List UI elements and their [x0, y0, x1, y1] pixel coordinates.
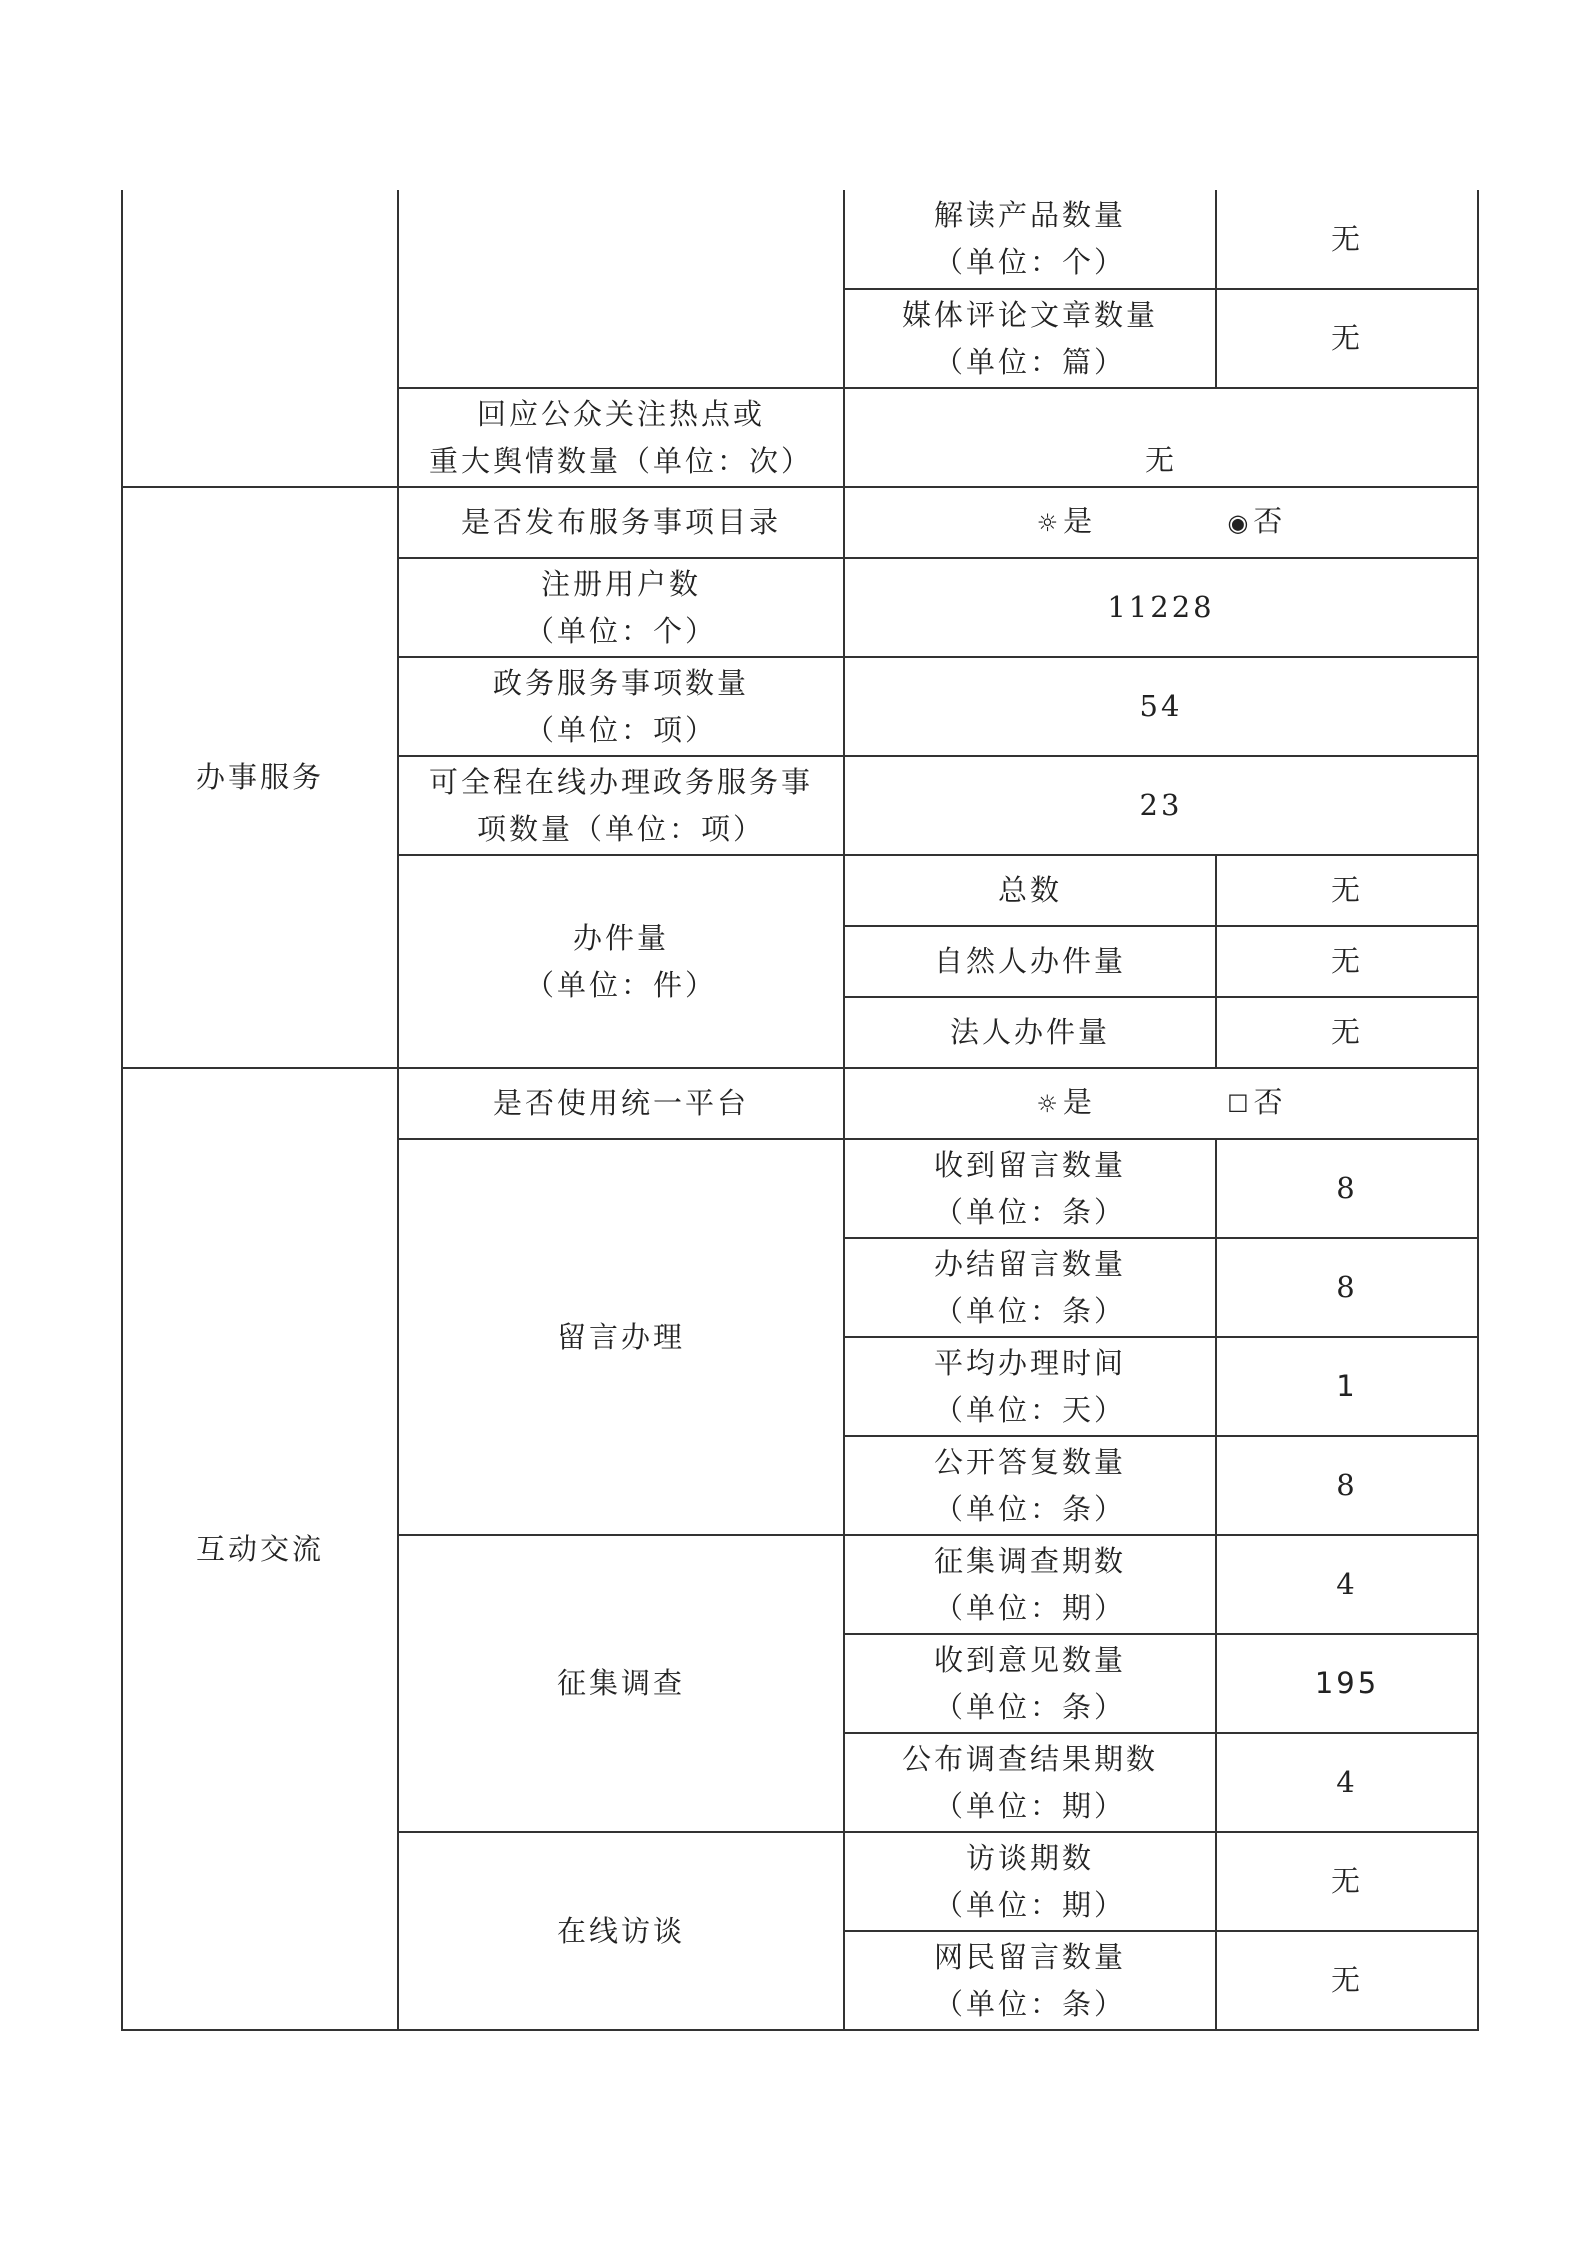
media-articles-label: 媒体评论文章数量 （单位：篇）: [844, 289, 1216, 388]
cases-label: 办件量 （单位：件）: [398, 855, 844, 1068]
platform-label: 是否使用统一平台: [398, 1068, 844, 1139]
service-section-label: 办事服务: [122, 487, 398, 1068]
survey-periods-label: 征集调查期数 （单位：期）: [844, 1535, 1216, 1634]
interview-periods-label: 访谈期数 （单位：期）: [844, 1832, 1216, 1931]
sun-icon: ☼: [1036, 1090, 1061, 1118]
cases-natural-value: 无: [1216, 926, 1478, 997]
interview-comments-value: 无: [1216, 1931, 1478, 2030]
checkbox-icon: ☐: [1227, 1090, 1252, 1118]
sun-icon: ☼: [1036, 509, 1062, 537]
interpret-products-value: 无: [1216, 190, 1478, 289]
online-items-value: 23: [844, 756, 1478, 855]
continued-section-cell: [122, 190, 398, 487]
messages-received-label: 收到留言数量 （单位：条）: [844, 1139, 1216, 1238]
platform-options: [844, 1068, 1478, 1139]
continued-subsection-cell: [398, 190, 844, 388]
messages-avgtime-label: 平均办理时间 （单位：天）: [844, 1337, 1216, 1436]
media-articles-value: 无: [1216, 289, 1478, 388]
messages-received-value: 8: [1216, 1139, 1478, 1238]
cases-natural-label: 自然人办件量: [844, 926, 1216, 997]
registered-users-value: 11228: [844, 558, 1478, 657]
cases-total-value: 无: [1216, 855, 1478, 926]
messages-resolved-label: 办结留言数量 （单位：条）: [844, 1238, 1216, 1337]
platform-option-no: ☐否: [1227, 1085, 1286, 1119]
report-table: [121, 190, 1479, 2031]
interview-comments-label: 网民留言数量 （单位：条）: [844, 1931, 1216, 2030]
survey-periods-value: 4: [1216, 1535, 1478, 1634]
survey-results-label: 公布调查结果期数 （单位：期）: [844, 1733, 1216, 1832]
hotspot-response-label: 回应公众关注热点或 重大舆情数量（单位：次）: [398, 388, 844, 487]
messages-replies-value: 8: [1216, 1436, 1478, 1535]
messages-resolved-value: 8: [1216, 1238, 1478, 1337]
cases-total-label: 总数: [844, 855, 1216, 926]
survey-opinions-label: 收到意见数量 （单位：条）: [844, 1634, 1216, 1733]
catalog-option-yes: ☼是: [1036, 504, 1096, 538]
interaction-section-label: 互动交流: [122, 1068, 398, 2030]
interview-periods-value: 无: [1216, 1832, 1478, 1931]
service-catalog-options: [844, 487, 1478, 558]
catalog-option-no: ◉否: [1227, 504, 1286, 538]
service-items-label: 政务服务事项数量 （单位：项）: [398, 657, 844, 756]
service-items-value: 54: [844, 657, 1478, 756]
survey-label: 征集调查: [398, 1535, 844, 1832]
registered-users-label: 注册用户数 （单位：个）: [398, 558, 844, 657]
cases-legal-label: 法人办件量: [844, 997, 1216, 1068]
interpret-products-label: 解读产品数量 （单位：个）: [844, 190, 1216, 289]
messages-label: 留言办理: [398, 1139, 844, 1535]
hotspot-response-value: 无: [844, 388, 1478, 487]
survey-opinions-value: 195: [1216, 1634, 1478, 1733]
online-items-label: 可全程在线办理政务服务事 项数量（单位：项）: [398, 756, 844, 855]
platform-option-yes: ☼是: [1036, 1085, 1095, 1119]
service-catalog-label: 是否发布服务事项目录: [398, 487, 844, 558]
interview-label: 在线访谈: [398, 1832, 844, 2030]
cases-legal-value: 无: [1216, 997, 1478, 1068]
messages-replies-label: 公开答复数量 （单位：条）: [844, 1436, 1216, 1535]
survey-results-value: 4: [1216, 1733, 1478, 1832]
filled-radio-icon: ◉: [1227, 509, 1252, 537]
messages-avgtime-value: 1: [1216, 1337, 1478, 1436]
